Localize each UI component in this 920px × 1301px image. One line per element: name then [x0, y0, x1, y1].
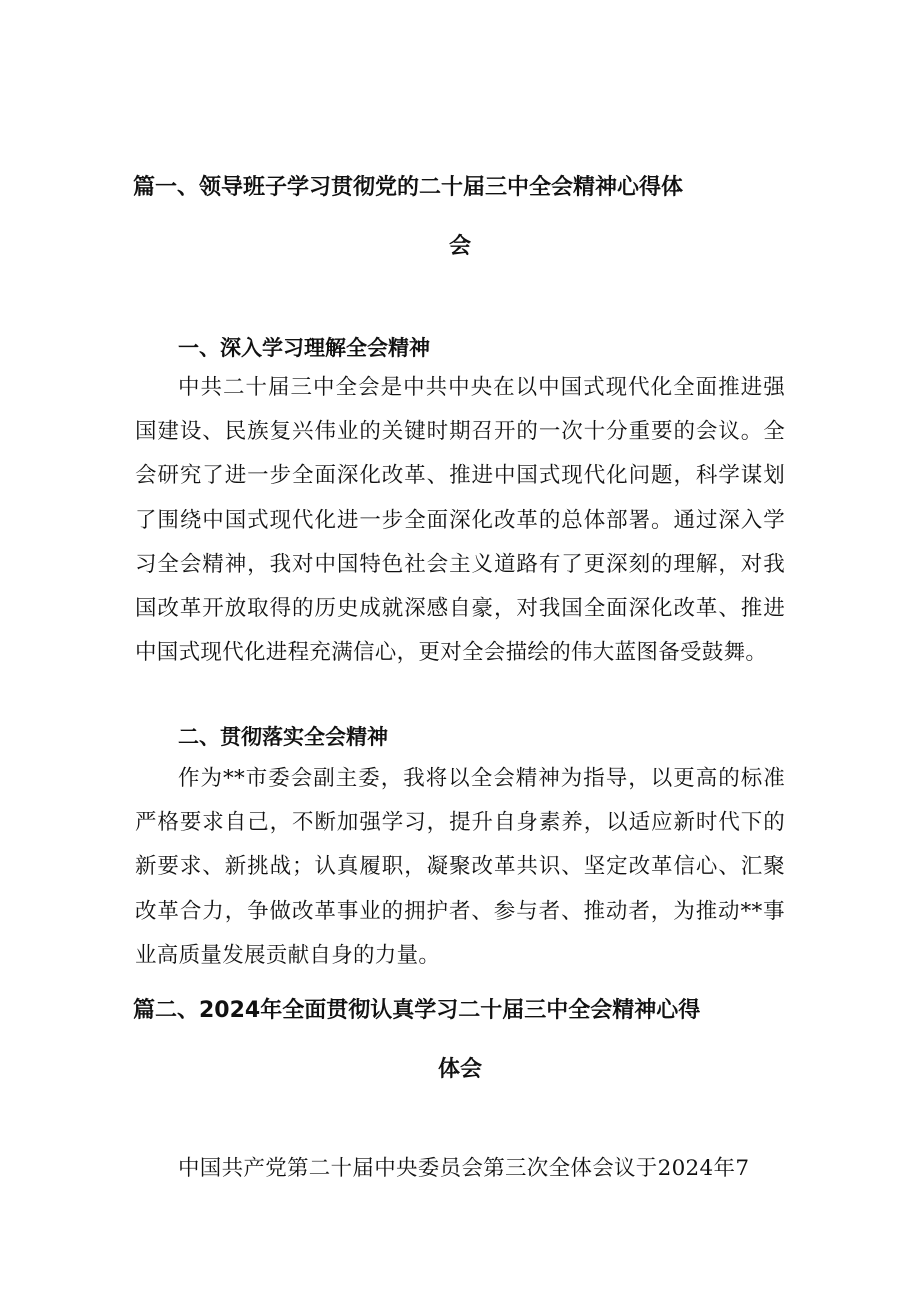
article2-paragraph: 中国共产党第二十届中央委员会第三次全体会议于2024年7: [178, 1156, 750, 1181]
section2-paragraph: 作为**市委会副主委，我将以全会精神为指导，以更高的标准严格要求自己，不断加强学习，提升自身素养，以适应新时代下的新要求、新挑战；认真履职，凝聚改革共识、坚定改革信心、汇聚改革合力，争做改革事业的拥护者、参与者、推动者，为推动**事业高质量发展贡献自身的力量。: [135, 766, 785, 968]
section1-paragraph: 中共二十届三中全会是中共中央在以中国式现代化全面推进强国建设、民族复兴伟业的关键时期召开的一次十分重要的会议。全会研究了进一步全面深化改革、推进中国式现代化问题，科学谋划了围绕中国式现代化进一步全面深化改革的总体部署。通过深入学习全会精神，我对中国特色社会主义道路有了更深刻的理解，对我国改革开放取得的历史成就深感自豪，对我国全面深化改革、推进中国式现代化进程充满信心，更对全会描绘的伟大蓝图备受鼓舞。: [135, 375, 785, 666]
article2-title-line1: 篇二、2024年全面贯彻认真学习二十届三中全会精神心得: [133, 998, 701, 1023]
article2-title-line2: 体会: [437, 1057, 482, 1082]
section2-heading: 二、贯彻落实全会精神: [178, 725, 388, 749]
article1-title-line2: 会: [448, 234, 471, 259]
article1-title-line1: 篇一、领导班子学习贯彻党的二十届三中全会精神心得体: [133, 175, 684, 200]
section1-heading: 一、深入学习理解全会精神: [178, 336, 430, 360]
